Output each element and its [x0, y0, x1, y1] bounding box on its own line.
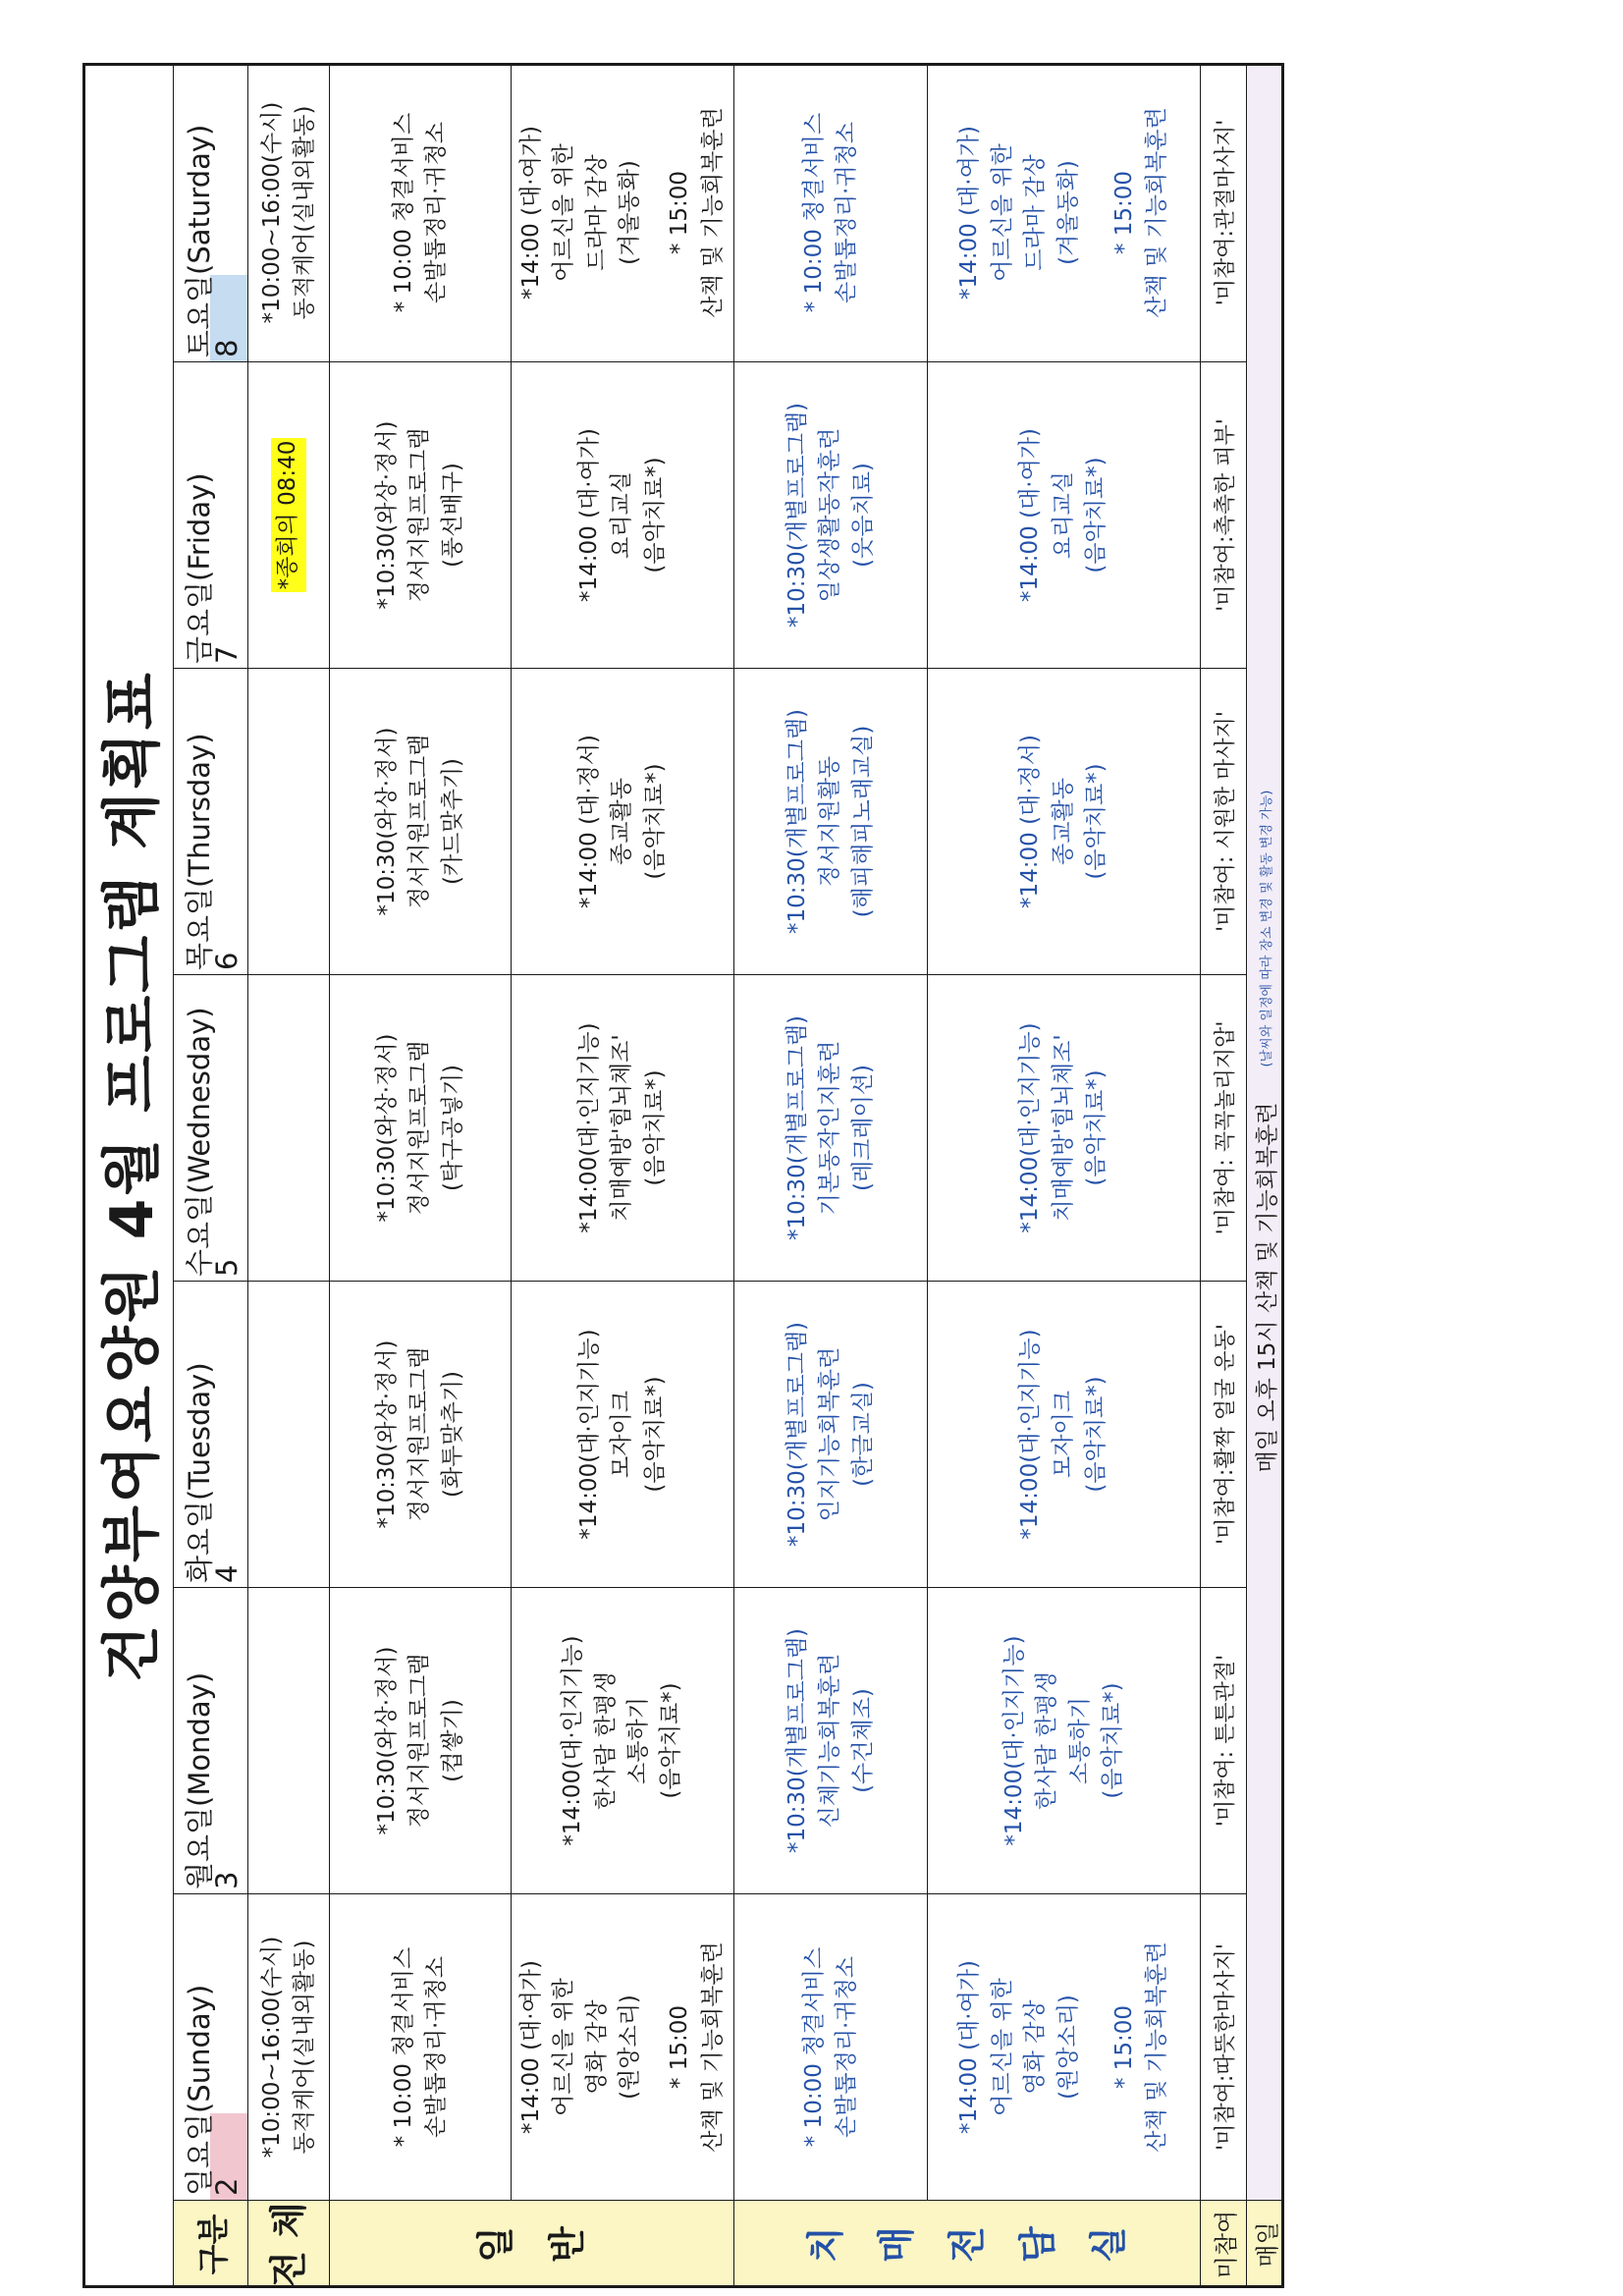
cell-line: (카드맞추기): [439, 757, 465, 886]
cell-dementia-am-monday: [734, 1587, 928, 1893]
cell-line: (겨울동화): [1055, 160, 1081, 265]
non-participant-monday: '미참여: 튼튼관절': [1201, 1587, 1247, 1893]
cell-line: (음악치료*): [641, 1069, 668, 1186]
cell-line: 어르신을 위한: [551, 143, 577, 282]
cell-line: * 15:00: [1110, 2004, 1137, 2090]
cell-all-friday: [248, 361, 330, 668]
cell-general-am-wednesday: [330, 974, 512, 1281]
cell-line: * 10:00 청결서비스: [800, 1946, 827, 2148]
cell-all-tuesday: [248, 1281, 330, 1587]
row-label-daily: 매일: [1247, 2200, 1284, 2288]
cell-all-wednesday: [248, 974, 330, 1281]
cell-line: 일상생활동작훈련: [817, 427, 843, 603]
cell-line: *10:00~16:00(수시): [258, 1936, 285, 2159]
cell-line: (음악치료*): [1083, 1069, 1109, 1186]
non-participant-sunday: '미참여:따뜻한마사지': [1201, 1893, 1247, 2200]
day-name: 토요일(Saturday): [183, 124, 216, 357]
cell-dementia-pm-saturday: [928, 63, 1201, 361]
cell-dementia-am-tuesday: [734, 1281, 928, 1587]
cell-line: 드라마 감상: [1022, 154, 1049, 271]
cell-line: *10:30(와상·정서): [373, 727, 400, 916]
day-name: 금요일(Friday): [183, 472, 216, 664]
cell-general-am-friday: [330, 361, 512, 668]
cell-line: *10:30(와상·정서): [373, 1339, 400, 1529]
cell-line: 종교활동: [1050, 778, 1076, 865]
day-date: 8: [210, 339, 243, 357]
cell-line: 정서지원프로그램: [406, 1040, 433, 1216]
header-saturday: [174, 63, 248, 361]
cell-line: *14:00 (대·여가): [956, 126, 983, 301]
cell-line: 동적케어(실내외활동): [292, 1940, 317, 2155]
cell-line: 치매예방'힘뇌체조': [609, 1034, 635, 1222]
cell-line: (음악치료*): [1083, 457, 1109, 574]
header-gubun: 구분: [174, 2200, 248, 2288]
cell-line: (수건체조): [849, 1688, 876, 1793]
cell-line: * 15:00: [667, 170, 693, 255]
cell-line: 한사람 한평생: [592, 1671, 619, 1810]
non-participant-thursday: '미참여: 시원한 마사지': [1201, 668, 1247, 974]
cell-line: (화투맞추기): [439, 1370, 465, 1499]
cell-line: 손발톱정리·귀청소: [423, 121, 449, 304]
cell-line: 영화 감상: [583, 1999, 610, 2095]
cell-line: 종교활동: [609, 778, 635, 865]
cell-line: (원앙소리): [1055, 1995, 1081, 2100]
cell-line: (웃음치료): [849, 463, 876, 568]
cell-line: 드라마 감상: [583, 154, 610, 271]
cell-line: (레크레이션): [849, 1064, 876, 1192]
staff-meeting-highlight: *종회의 08:40: [271, 438, 305, 593]
cell-line: 인지기능회복훈련: [817, 1346, 843, 1522]
cell-line: *14:00(대·인지기능): [1017, 1329, 1044, 1540]
cell-line: (음악치료*): [641, 763, 668, 880]
cell-line: 어르신을 위한: [551, 1978, 577, 2116]
cell-line: 요리교실: [1050, 471, 1076, 559]
cell-line: *14:00(대·인지기능): [1017, 1022, 1044, 1233]
cell-general-pm-saturday: [512, 63, 734, 361]
cell-line: 요리교실: [609, 471, 635, 559]
non-participant-wednesday: '미참여: 꼭꼭놀리지압': [1201, 974, 1247, 1281]
cell-line: (음악치료*): [1083, 1376, 1109, 1493]
cell-dementia-am-wednesday: [734, 974, 928, 1281]
cell-line: (음악치료*): [1099, 1682, 1125, 1799]
cell-dementia-am-saturday: [734, 63, 928, 361]
cell-line: (컵쌓기): [439, 1699, 465, 1782]
cell-dementia-am-thursday: [734, 668, 928, 974]
cell-line: *10:00~16:00(수시): [258, 101, 285, 324]
cell-line: *14:00 (대·여가): [956, 1960, 983, 2135]
header-thursday: [174, 668, 248, 974]
cell-line: 영화 감상: [1022, 1999, 1049, 2095]
cell-line: *14:00(대·인지기능): [575, 1329, 602, 1540]
cell-dementia-pm-monday: [928, 1587, 1201, 1893]
cell-line: *14:00(대·인지기능): [1001, 1635, 1027, 1846]
day-date: 6: [210, 952, 243, 970]
cell-line: 정서지원프로그램: [406, 734, 433, 909]
cell-line: (해피해피노래교실): [849, 725, 876, 918]
cell-line: 모자이크: [1050, 1391, 1076, 1478]
cell-line: * 10:00 청결서비스: [390, 1946, 416, 2148]
cell-line: 정서지원프로그램: [406, 427, 433, 603]
page-title: 건양부여요양원 4월 프로그램 계획표: [82, 63, 174, 2288]
cell-general-am-saturday: [330, 63, 512, 361]
cell-line: 손발톱정리·귀청소: [834, 121, 859, 304]
row-label-general: 일 반: [330, 2200, 734, 2288]
cell-line: 동적케어(실내외활동): [292, 105, 317, 320]
cell-line: (음악치료*): [658, 1682, 684, 1799]
cell-line: *14:00(대·인지기능): [575, 1022, 602, 1233]
cell-line: *10:30(개별프로그램): [784, 402, 810, 629]
cell-general-am-tuesday: [330, 1281, 512, 1587]
cell-line: 신체기능회복훈련: [817, 1653, 843, 1829]
cell-general-am-sunday: [330, 1893, 512, 2200]
cell-dementia-pm-thursday: [928, 668, 1201, 974]
cell-line: 산책 및 기능회복훈련: [1144, 1941, 1170, 2153]
daily-note-text: 매일 오후 15시 산책 및 기능회복훈련: [1255, 1102, 1280, 1473]
cell-line: (한글교실): [849, 1382, 876, 1487]
cell-line: (탁구공넣기): [439, 1064, 465, 1192]
day-name: 일요일(Sunday): [183, 1984, 216, 2196]
cell-line: 산책 및 기능회복훈련: [1144, 107, 1170, 318]
cell-all-monday: [248, 1587, 330, 1893]
cell-line: * 10:00 청결서비스: [390, 112, 416, 313]
cell-line: 정서지원활동: [817, 755, 843, 888]
day-name: 수요일(Wednesday): [183, 1007, 216, 1277]
cell-line: (원앙소리): [617, 1995, 643, 2100]
header-sunday: [174, 1893, 248, 2200]
cell-general-am-thursday: [330, 668, 512, 974]
day-date: 2: [210, 2177, 243, 2196]
day-date: 5: [210, 1258, 243, 1277]
day-name: 월요일(Monday): [183, 1671, 216, 1889]
header-tuesday: [174, 1281, 248, 1587]
row-label-all: 전 체: [248, 2200, 330, 2288]
cell-line: 소통하기: [1066, 1697, 1093, 1784]
cell-line: *14:00(대·인지기능): [560, 1635, 586, 1846]
non-participant-tuesday: '미참여:활짝 얼굴 운동': [1201, 1281, 1247, 1587]
cell-line: (겨울동화): [617, 160, 643, 265]
cell-line: *14:00 (대·정서): [575, 735, 602, 909]
cell-line: *14:00 (대·여가): [518, 1960, 544, 2135]
cell-line: *14:00 (대·여가): [1017, 428, 1044, 603]
day-date: 4: [210, 1564, 243, 1583]
cell-line: *10:30(개별프로그램): [784, 708, 810, 935]
cell-line: 정서지원프로그램: [406, 1653, 433, 1829]
cell-line: * 15:00: [1110, 170, 1137, 255]
row-label-non-participant: 미참여: [1201, 2200, 1247, 2288]
cell-line: 기본동작인지훈련: [817, 1040, 843, 1216]
cell-line: *14:00 (대·여가): [518, 126, 544, 301]
cell-dementia-pm-tuesday: [928, 1281, 1201, 1587]
cell-line: 소통하기: [625, 1697, 651, 1784]
cell-all-sunday: [248, 1893, 330, 2200]
day-name: 화요일(Tuesday): [183, 1362, 216, 1583]
cell-line: 산책 및 기능회복훈련: [699, 1941, 726, 2153]
cell-line: 어르신을 위한: [989, 1978, 1015, 2116]
cell-dementia-pm-wednesday: [928, 974, 1201, 1281]
non-participant-friday: '미참여:촉촉한 피부': [1201, 361, 1247, 668]
cell-line: *10:30(와상·정서): [373, 1646, 400, 1835]
cell-line: 치매예방'힘뇌체조': [1050, 1034, 1076, 1222]
cell-line: *10:30(개별프로그램): [784, 1321, 810, 1548]
cell-line: * 10:00 청결서비스: [800, 112, 827, 313]
cell-line: (음악치료*): [641, 1376, 668, 1493]
cell-line: *10:30(와상·정서): [373, 420, 400, 610]
daily-note-caveat: (날씨와 일정에 따라 장소 변경 및 활동 변경 가능): [1260, 790, 1274, 1067]
non-participant-saturday: '미참여:관절마사지': [1201, 63, 1247, 361]
cell-line: 산책 및 기능회복훈련: [699, 107, 726, 318]
cell-line: (음악치료*): [1083, 763, 1109, 880]
cell-general-am-monday: [330, 1587, 512, 1893]
cell-all-saturday: [248, 63, 330, 361]
cell-line: *10:30(와상·정서): [373, 1033, 400, 1223]
daily-note: [1247, 63, 1284, 2200]
cell-general-pm-thursday: [512, 668, 734, 974]
cell-dementia-am-friday: [734, 361, 928, 668]
cell-line: 손발톱정리·귀청소: [834, 1955, 859, 2139]
cell-line: *14:00 (대·정서): [1017, 735, 1044, 909]
day-date: 7: [210, 645, 243, 664]
cell-line: (음악치료*): [641, 457, 668, 574]
cell-general-pm-friday: [512, 361, 734, 668]
cell-all-thursday: [248, 668, 330, 974]
cell-line: *14:00 (대·여가): [575, 428, 602, 603]
header-wednesday: [174, 974, 248, 1281]
header-friday: [174, 361, 248, 668]
cell-line: * 15:00: [667, 2004, 693, 2090]
cell-line: 손발톱정리·귀청소: [423, 1955, 449, 2139]
row-label-dementia: 치 매 전 담 실: [734, 2200, 1201, 2288]
cell-line: *10:30(개별프로그램): [784, 1014, 810, 1241]
cell-line: 정서지원프로그램: [406, 1346, 433, 1522]
cell-general-pm-tuesday: [512, 1281, 734, 1587]
cell-general-pm-monday: [512, 1587, 734, 1893]
day-date: 3: [210, 1871, 243, 1889]
cell-line: 어르신을 위한: [989, 143, 1015, 282]
cell-dementia-pm-friday: [928, 361, 1201, 668]
cell-dementia-am-sunday: [734, 1893, 928, 2200]
cell-line: 모자이크: [609, 1391, 635, 1478]
header-monday: [174, 1587, 248, 1893]
cell-dementia-pm-sunday: [928, 1893, 1201, 2200]
schedule-sheet: [82, 63, 1559, 2288]
cell-line: 한사람 한평생: [1034, 1671, 1060, 1810]
cell-line: (풍선배구): [439, 463, 465, 568]
cell-general-pm-sunday: [512, 1893, 734, 2200]
cell-general-pm-wednesday: [512, 974, 734, 1281]
day-name: 목요일(Thursday): [183, 733, 216, 970]
cell-line: *10:30(개별프로그램): [784, 1627, 810, 1854]
